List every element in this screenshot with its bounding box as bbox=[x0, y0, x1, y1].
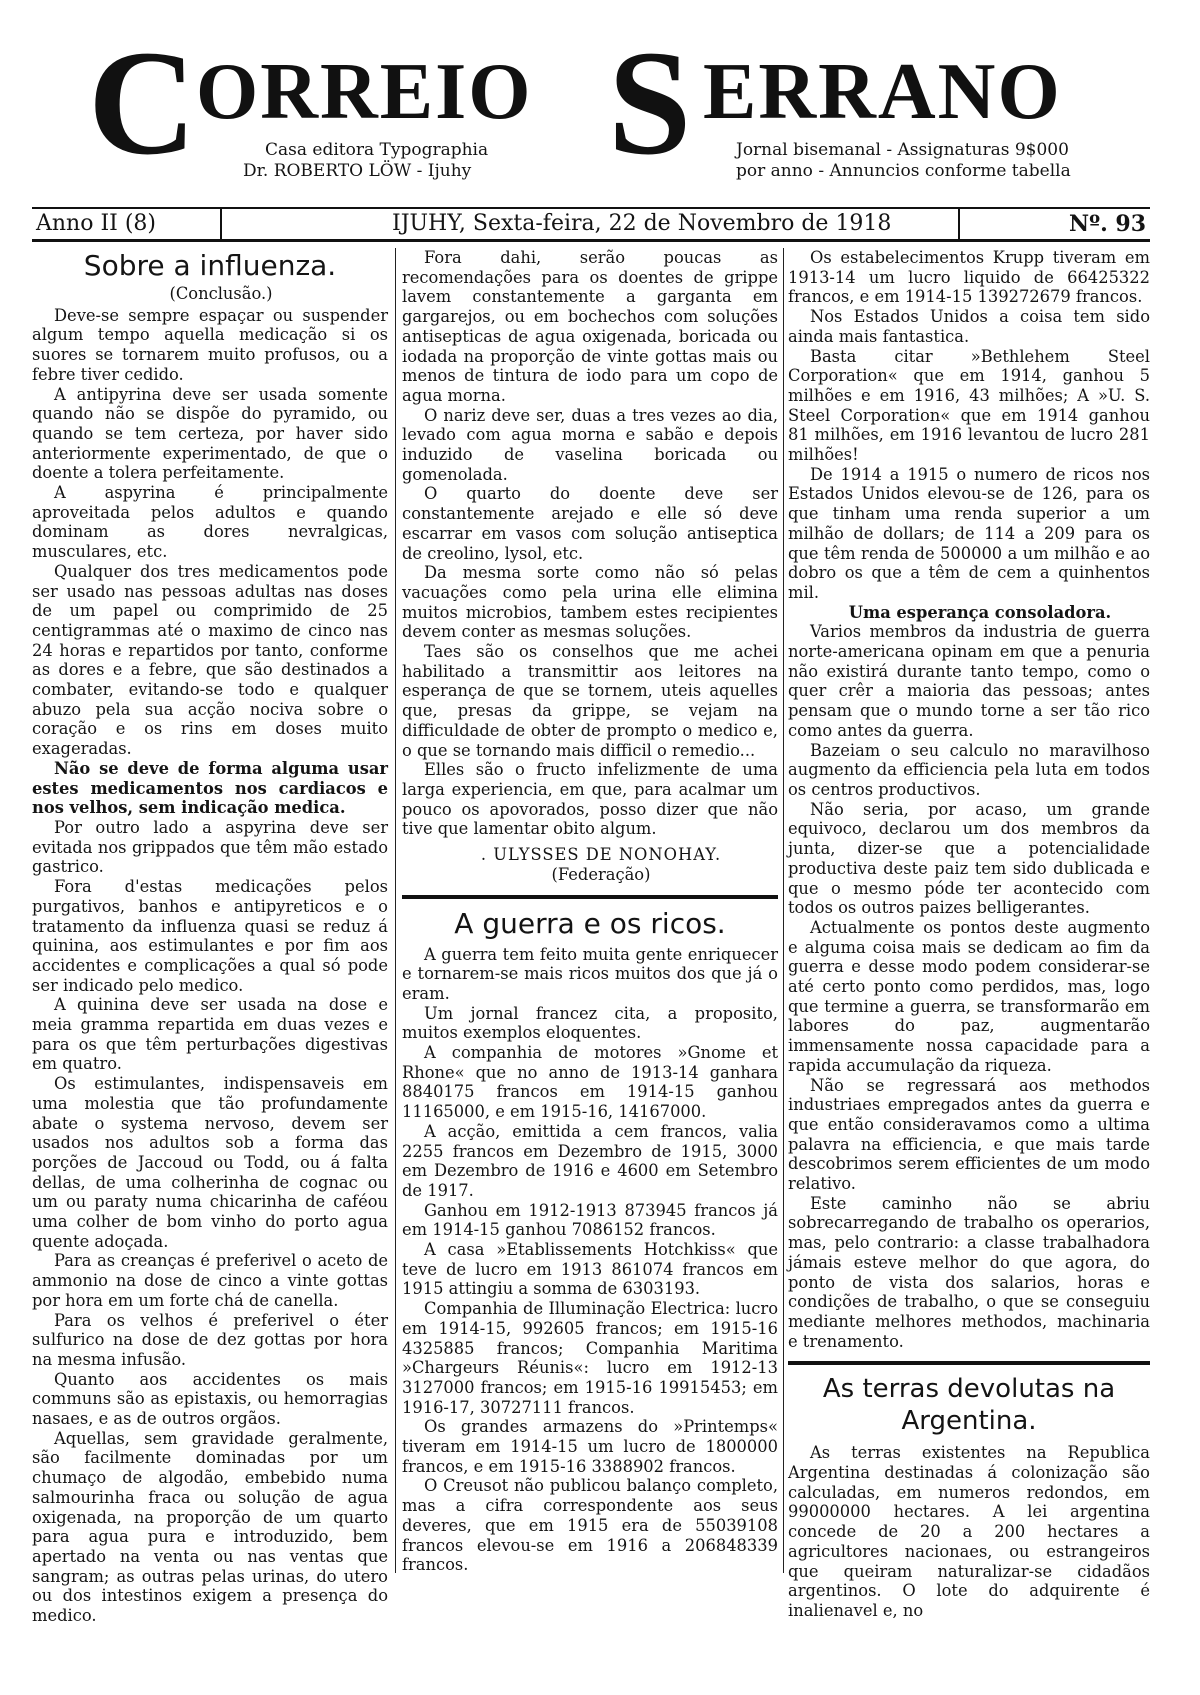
paragraph: Qualquer dos tres medicamentos pode ser usado nas pessoas adultas nas doses de um papel ou comprimido de 25 centigrammas até o maximo de cinco nas 24 horas e repartidos por tanto, conforme as dores e a febre, que são destinados a combater, evitando-se todo e qualquer abuzo pela sua acção nociva sobre o coração e os rins em doses muito exageradas. bbox=[32, 561, 388, 759]
paragraph: Para as creanças é preferivel o aceto de ammonio na dose de cinco a vinte gottas por hora em um forte chá de canella. bbox=[32, 1251, 388, 1310]
column-rule bbox=[783, 248, 784, 1573]
issue-year: Anno II (8) bbox=[36, 211, 157, 236]
paragraph: Companhia de Illuminação Electrica: lucro em 1914-15, 992605 francos; em 1915-16 4325885 francos; Companhia Maritima »Chargeurs Réunis«: lucro em 1912-13 3127000 francos; em 1915-16 19915453; em 1916-17, 30727111 francos. bbox=[402, 1299, 778, 1417]
column-rule bbox=[395, 248, 396, 1573]
paragraph: Para os velhos é preferivel o éter sulfurico na dose de dez gottas por hora na mesma infusão. bbox=[32, 1310, 388, 1369]
paragraph: Os grandes armazens do »Printemps« tiveram em 1914-15 um lucro de 1800000 francos, e em 1915-16 3388902 francos. bbox=[402, 1417, 778, 1476]
publisher-line-2: Dr. ROBERTO LÖW - Ijuhy bbox=[243, 161, 472, 181]
article-subtitle: (Conclusão.) bbox=[169, 284, 273, 303]
publisher-line-1: Casa editora Typographia bbox=[265, 140, 489, 160]
section-divider bbox=[402, 895, 778, 899]
paragraph: A companhia de motores »Gnome et Rhone« que no anno de 1913-14 ganhara 8840175 francos em 1914-15 ganhou 11165000, e em 1915-16, 14167000. bbox=[402, 1043, 778, 1122]
section-subhead: Uma esperança consoladora. bbox=[848, 602, 1112, 622]
column-2 bbox=[402, 248, 778, 1575]
source-credit: (Federação) bbox=[551, 864, 651, 884]
paragraph: O Creusot não publicou balanço completo, mas a cifra correspondente aos seus deveres, que em 1915 era de 55039108 francos elevou-se em 1916 a 206848339 francos. bbox=[402, 1476, 778, 1575]
column-1 bbox=[32, 248, 388, 1626]
paragraph: As terras existentes na Republica Argentina destinadas á colonização são calculadas, em numeros redondos, em 99000000 hectares. A lei argentina concede de 20 a 200 hectares a agricultores nacionaes, ou estrangeiros que queiram naturalizar-se cidadãos argentinos. O lote do adquirente é inalienavel e, no bbox=[788, 1443, 1150, 1620]
article-title-influenza: Sobre a influenza. bbox=[83, 249, 337, 282]
subscription-info bbox=[736, 140, 1071, 182]
paragraph: O quarto do doente deve ser constantemente arejado e elle só deve escarrar em vasos com solução antiseptica de creolino, lysol, etc. bbox=[402, 484, 778, 563]
paragraph: Deve-se sempre espaçar ou suspender algum tempo aquella medicação si os suores se tornarem muito profusos, ou a febre tiver cedido. bbox=[32, 305, 388, 384]
issue-number: Nº. 93 bbox=[1068, 211, 1146, 237]
paragraph: Os estimulantes, indispensaveis em uma molestia que tão profundamente abate o systema nervoso, devem ser usados nos adultos sob a forma das porções de Jaccoud ou Todd, ou á falta dellas, de uma colherinha de cognac ou um ou paraty numa chicarinha de caféou uma colher de bom vinho do porto agua quente adoçada. bbox=[32, 1074, 388, 1251]
paragraph: Basta citar »Bethlehem Steel Corporation« que em 1914, ganhou 5 milhões e em 1916, 43 milhões; A »U. S. Steel Corporation« que em 1914 ganhou 81 milhões, em 1916 levantou de lucro 281 milhões! bbox=[788, 346, 1150, 465]
paragraph: Não se regressará aos methodos industriaes empregados antes da guerra e que então consideravamos como a ultima palavra na efficiencia, e que mais tarde descobrimos serem efficientes de um modo relativo. bbox=[788, 1075, 1150, 1194]
paragraph: Actualmente os pontos deste augmento e alguma coisa mais se dedicam ao fim da guerra e desse modo podem considerar-se até certo ponto como perdidos, mas, logo que termine a guerra, se transformarão em labores do paz, augmentarão immensamente nossa capacidade para a rapida accumulação da riqueza. bbox=[788, 917, 1150, 1075]
subscription-line-1: Jornal bisemanal - Assignaturas 9$000 bbox=[736, 140, 1069, 160]
author-signature: . ULYSSES DE NONOHAY. bbox=[480, 845, 722, 865]
article-title-guerra: A guerra e os ricos. bbox=[454, 906, 726, 940]
paragraph: Não seria, por acaso, um grande equivoco, declarou um dos membros da junta, dizer-se que a potencialidade productiva deste paiz tem sido dublicada e que o mesmo póde ter acontecido com todos os outros paizes belligerantes. bbox=[788, 799, 1150, 918]
article-title-terras: As terras devolutas na Argentina. bbox=[822, 1374, 1116, 1437]
paragraph: Elles são o fructo infelizmente de uma larga experiencia, em que, para acalmar um pouco os apovorados, posso dizer que não tive que lamentar obito algum. bbox=[402, 760, 778, 839]
paragraph: De 1914 a 1915 o numero de ricos nos Estados Unidos elevou-se de 126, para os que tinham uma renda superior a um milhão de dollars; de 114 a 209 para os que têm renda de 500000 a um milhão e ao dobro os que a têm de cem a quinhentos mil. bbox=[788, 464, 1150, 602]
section-divider bbox=[788, 1361, 1150, 1365]
paragraph: A acção, emittida a cem francos, valia 2255 francos em Dezembro de 1915, 3000 em Dezembro de 1916 e 4600 em Setembro de 1917. bbox=[402, 1121, 778, 1200]
column-3 bbox=[788, 248, 1150, 1621]
paragraph: Este caminho não se abriu sobrecarregando de trabalho os operarios, mas, pelo contrario: a classe trabalhadora jámais esteve melhor do que agora, do ponto de vista dos salarios, horas e condições de trabalho, o que se conseguiu mediante melhores methodos, machinaria e trenamento. bbox=[788, 1193, 1150, 1351]
paragraph: Não se deve de forma alguma usar estes medicamentos nos cardiacos e nos velhos, sem indicação medica. bbox=[32, 758, 388, 818]
masthead-title-initial-c: C bbox=[88, 20, 199, 186]
paragraph: Da mesma sorte como não só pelas vacuações como pela urina elle elimina muitos microbios, tambem estes recipientes devem conter as mesmas soluções. bbox=[402, 563, 778, 642]
paragraph: Quanto aos accidentes os mais communs são as epistaxis, ou hemorragias nasaes, e as de outros orgãos. bbox=[32, 1369, 388, 1429]
publisher-info bbox=[243, 140, 488, 182]
paragraph: A quinina deve ser usada na dose e meia gramma repartida em duas vezes e para os que têm perturbações digestivas em quatro. bbox=[32, 995, 388, 1074]
paragraph: Bazeiam o seu calculo no maravilhoso augmento da efficiencia pela luta em todos os centros productivos. bbox=[788, 740, 1150, 799]
paragraph: Taes são os conselhos que me achei habilitado a transmittir aos leitores na esperança de que se tornem, uteis aquelles que, presas da grippe, se vejam na difficuldade de obter de prompto o medico e, o que se tornando mais difficil o remedio... bbox=[402, 642, 778, 760]
dateline-divider bbox=[958, 209, 960, 239]
dateline-bar bbox=[32, 207, 1150, 242]
dateline-divider bbox=[220, 209, 222, 239]
paragraph: O nariz deve ser, duas a tres vezes ao dia, levado com agua morna e sabão e depois induzido de vaselina boricada ou gomenolada. bbox=[402, 405, 778, 484]
subscription-line-2: por anno - Annuncios conforme tabella bbox=[736, 161, 1071, 181]
paragraph: Fora dahi, serão poucas as recomendações para os doentes de grippe lavem constantemente a garganta em gargarejos, ou em bochechos com soluções antisepticas de agua oxigenada, boricada ou iodada na proporção de vinte gottas mais ou menos de tintura de iodo para um copo de agua morna. bbox=[402, 248, 778, 405]
paragraph: Os estabelecimentos Krupp tiveram em 1913-14 um lucro liquido de 66425322 francos, e em 1914-15 139272679 francos. bbox=[788, 248, 1150, 307]
paragraph: A antipyrina deve ser usada somente quando não se dispõe do pyramido, ou quando se tem certeza, por haver sido anteriormente experimentado, de que o doente a tolera perfeitamente. bbox=[32, 384, 388, 483]
masthead-title-initial-s: S bbox=[608, 20, 694, 186]
paragraph: Aquellas, sem gravidade geralmente, são facilmente dominadas por um chumaço de algodão, embebido numa salmourinha fraca ou solução de agua oxigenada, na proporção de um quarto para agua pura e introduzido, bem apertado na venta ou nas ventas que sangram; as outras pelas urinas, do utero ou dos intestinos exigem a presença do medico. bbox=[32, 1428, 388, 1626]
place-and-date: IJUHY, Sexta-feira, 22 de Novembro de 1918 bbox=[392, 211, 892, 236]
masthead-title-word-2: ERRANO bbox=[703, 48, 1062, 136]
masthead-title-word-1: ORREIO bbox=[196, 48, 533, 136]
paragraph: A guerra tem feito muita gente enriquecer e tornarem-se mais ricos muitos dos que já o eram. bbox=[402, 944, 778, 1003]
paragraph: Por outro lado a aspyrina deve ser evitada nos grippados que têm mão estado gastrico. bbox=[32, 817, 388, 877]
paragraph: Varios membros da industria de guerra norte-americana opinam em que a penuria não existirá durante tanto tempo, como o quer crêr a maioria das pessoas; antes pensam que o mundo torne a ser tão rico como antes da guerra. bbox=[788, 622, 1150, 740]
paragraph: Ganhou em 1912-1913 873945 francos já em 1914-15 ganhou 7086152 francos. bbox=[402, 1200, 778, 1240]
paragraph: Um jornal francez cita, a proposito, muitos exemplos eloquentes. bbox=[402, 1003, 778, 1043]
paragraph: Nos Estados Unidos a coisa tem sido ainda mais fantastica. bbox=[788, 307, 1150, 346]
paragraph: A casa »Etablissements Hotchkiss« que teve de lucro em 1913 861074 francos em 1915 attingiu a somma de 6303193. bbox=[402, 1240, 778, 1299]
paragraph: A aspyrina é principalmente aproveitada pelos adultos e quando dominam as dores nevralgicas, musculares, etc. bbox=[32, 483, 388, 562]
masthead bbox=[88, 20, 1128, 186]
paragraph: Fora d'estas medicações pelos purgativos, banhos e antipyreticos e o tratamento da influenza quasi se reduz á quinina, aos estimulantes e por fim aos accidentes e complicações a qual só pode ser indicado pelo medico. bbox=[32, 877, 388, 995]
